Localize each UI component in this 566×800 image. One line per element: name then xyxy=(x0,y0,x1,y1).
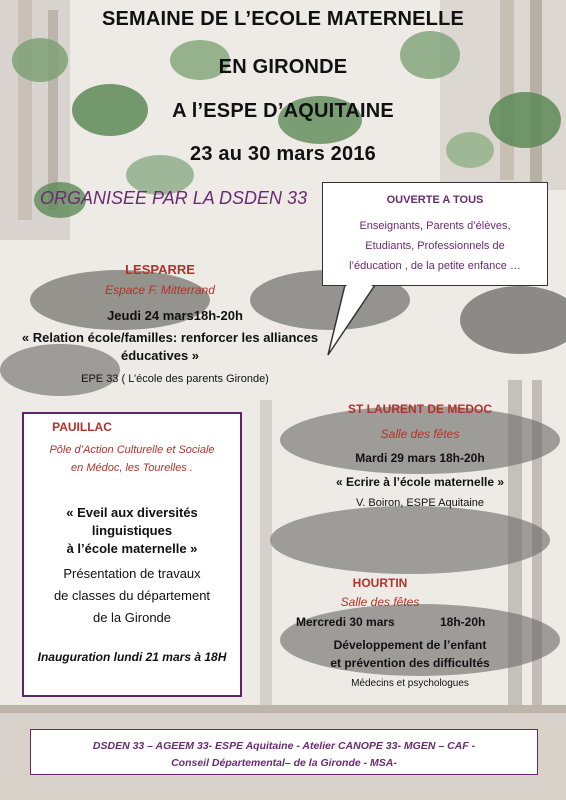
hourtin-topic-1: Développement de l’enfant xyxy=(333,638,487,652)
stlaurent-topic: « Ecrire à l’école maternelle » xyxy=(335,475,505,489)
hourtin-speaker: Médecins et psychologues xyxy=(351,678,469,689)
pauillac-venue-2: en Médoc, les Tourelles . xyxy=(71,462,193,474)
hourtin-date-time: 18h-20h xyxy=(440,615,486,629)
pauillac-topic-2: linguistiques xyxy=(91,523,173,538)
stlaurent-town: ST LAURENT DE MEDOC xyxy=(348,402,492,416)
pauillac-desc-1: Présentation de travaux xyxy=(63,566,201,581)
bubble-line-2: Etudiants, Professionnels de xyxy=(365,240,505,252)
hourtin-venue: Salle des fêtes xyxy=(340,595,420,609)
bubble-line-3: l’éducation , de la petite enfance … xyxy=(349,260,521,272)
pauillac-town: PAUILLAC xyxy=(52,420,112,434)
title-line-1: SEMAINE DE L’ECOLE MATERNELLE xyxy=(101,8,465,30)
pauillac-topic-3: à l’école maternelle » xyxy=(66,541,198,556)
pauillac-desc-3: de la Gironde xyxy=(92,610,172,625)
lesparre-speaker: EPE 33 ( L’école des parents Gironde) xyxy=(81,373,269,385)
pauillac-topic-1: « Eveil aux diversités xyxy=(66,505,198,520)
pauillac-desc-2: de classes du département xyxy=(53,588,211,603)
partners-line-1: DSDEN 33 – AGEEM 33- ESPE Aquitaine - Atelier CANOPE 33- MGEN – CAF - xyxy=(92,740,476,752)
lesparre-date: Jeudi 24 mars18h-20h xyxy=(107,308,243,323)
hourtin-date-day: Mercredi 30 mars xyxy=(296,615,395,629)
lesparre-topic-2: éducatives » xyxy=(120,348,200,363)
lesparre-venue: Espace F. Mitterrand xyxy=(105,283,215,297)
stlaurent-venue: Salle des fêtes xyxy=(380,427,460,441)
hourtin-town: HOURTIN xyxy=(352,576,408,590)
lesparre-topic-1: « Relation école/familles: renforcer les alliances xyxy=(21,330,319,345)
organiser-label: ORGANISEE PAR LA DSDEN 33 xyxy=(40,188,308,208)
title-line-2: EN GIRONDE xyxy=(218,56,348,78)
title-dates: 23 au 30 mars 2016 xyxy=(190,143,376,165)
title-line-3: A l’ESPE D’AQUITAINE xyxy=(172,100,394,122)
bubble-line-1: Enseignants, Parents d’élèves, xyxy=(359,220,511,232)
stlaurent-date: Mardi 29 mars 18h-20h xyxy=(355,451,485,465)
stlaurent-speaker: V. Boiron, ESPE Aquitaine xyxy=(355,497,484,509)
pauillac-venue-1: Pôle d’Action Culturelle et Sociale xyxy=(49,444,215,456)
hourtin-topic-2: et prévention des difficultés xyxy=(330,656,490,670)
partners-line-2: Conseil Départemental– de la Gironde - MSA- xyxy=(171,757,397,769)
pauillac-inauguration: Inauguration lundi 21 mars à 18H xyxy=(37,650,227,664)
lesparre-town: LESPARRE xyxy=(125,262,195,277)
bubble-title: OUVERTE A TOUS xyxy=(386,194,484,206)
